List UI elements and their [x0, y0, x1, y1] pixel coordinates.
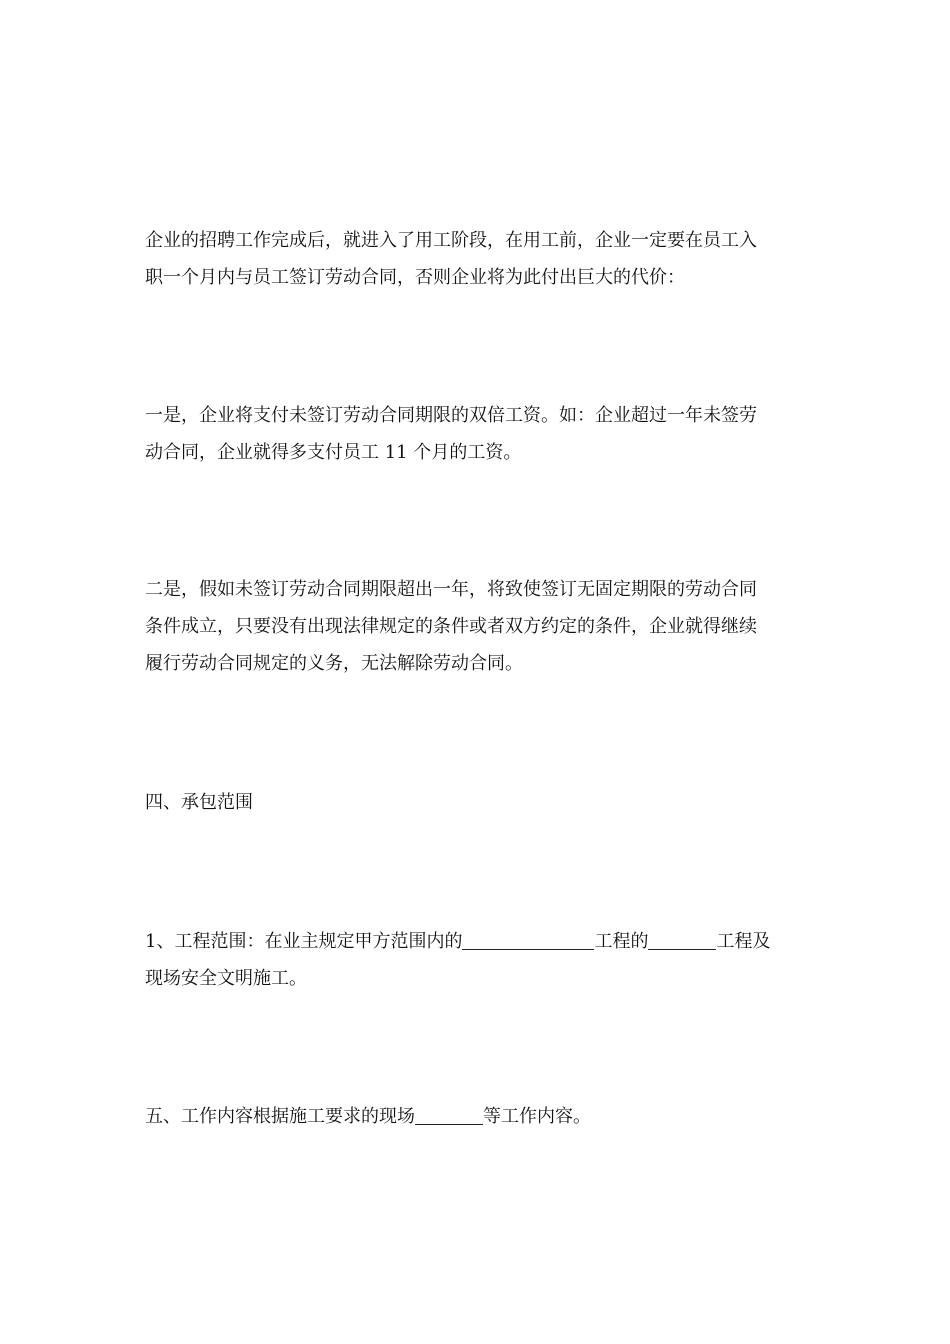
text-line: [145, 923, 805, 960]
fill-in-blank: [415, 1104, 483, 1125]
text-line: 动合同，企业就得多支付员工 11 个月的工资。: [145, 442, 522, 463]
text-line: 一是，企业将支付未签订劳动合同期限的双倍工资。如：企业超过一年未签劳: [145, 405, 757, 426]
paragraph-project-scope: [145, 923, 805, 997]
fill-in-blank: [462, 929, 594, 950]
text-line: 二是，假如未签订劳动合同期限超出一年，将致使签订无固定期限的劳动合同: [145, 579, 757, 600]
heading-text: 四、承包范围: [145, 792, 253, 813]
fill-in-blank: [648, 929, 716, 950]
text-segment: 五、工作内容根据施工要求的现场: [145, 1106, 415, 1127]
text-line: 现场安全文明施工。: [145, 968, 307, 989]
text-segment: 1、工程范围：在业主规定甲方范围内的: [145, 931, 463, 952]
text-line: 条件成立，只要没有出现法律规定的条件或者双方约定的条件，企业就得继续: [145, 616, 757, 637]
paragraph-work-content: [145, 1098, 805, 1135]
text-segment: 工程的: [594, 931, 649, 952]
section-heading-contract-scope: [145, 784, 805, 821]
paragraph-double-wage: [145, 397, 805, 471]
text-line: 履行劳动合同规定的义务，无法解除劳动合同。: [145, 653, 523, 674]
text-line: 企业的招聘工作完成后，就进入了用工阶段，在用工前，企业一定要在员工入: [145, 230, 757, 251]
text-line: [145, 1098, 805, 1135]
text-segment: 等工作内容。: [483, 1106, 591, 1127]
paragraph-hiring-intro: [145, 222, 805, 296]
paragraph-indefinite-contract: [145, 571, 805, 682]
text-line: 职一个月内与员工签订劳动合同，否则企业将为此付出巨大的代价：: [145, 267, 685, 288]
text-segment: 工程及: [716, 931, 771, 952]
